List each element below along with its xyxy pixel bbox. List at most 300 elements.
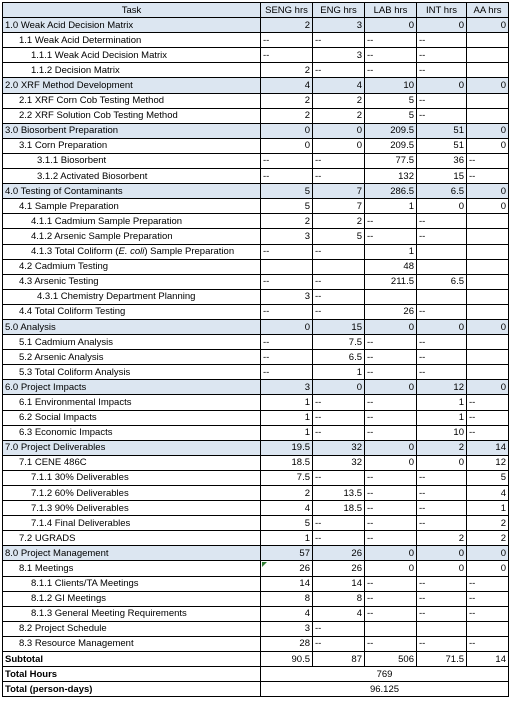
- int-hours-cell: 0: [417, 199, 467, 214]
- table-row: [3, 123, 509, 138]
- aa-hours-cell: [467, 33, 509, 48]
- table-row: [3, 214, 509, 229]
- aa-hours-cell: 2: [467, 531, 509, 546]
- lab-hours-cell: 0: [365, 380, 417, 395]
- aa-hours-cell: 1: [467, 501, 509, 516]
- task-cell: 3.0 Biosorbent Preparation: [3, 123, 261, 138]
- int-hours-cell: 0: [417, 78, 467, 93]
- task-cell: 4.1 Sample Preparation: [3, 199, 261, 214]
- eng-hours-cell: 6.5: [313, 350, 365, 365]
- aa-hours-cell: 5: [467, 470, 509, 485]
- seng-hours-cell: 1: [261, 425, 313, 440]
- table-row: [3, 365, 509, 380]
- aa-hours-cell: --: [467, 395, 509, 410]
- lab-hours-cell: --: [365, 365, 417, 380]
- summary-rows: [3, 652, 509, 697]
- aa-hours-cell: 0: [467, 546, 509, 561]
- task-cell: 4.3 Arsenic Testing: [3, 274, 261, 289]
- int-hours-cell: [417, 259, 467, 274]
- task-rows: [3, 18, 509, 652]
- table-row: [3, 546, 509, 561]
- total-hours-row: [3, 667, 509, 682]
- table-row: [3, 169, 509, 184]
- table-row: [3, 425, 509, 440]
- lab-hours-cell: --: [365, 501, 417, 516]
- eng-hours-cell: 2: [313, 214, 365, 229]
- table-row: [3, 410, 509, 425]
- lab-hours-cell: --: [365, 410, 417, 425]
- task-cell: 8.2 Project Schedule: [3, 621, 261, 636]
- header-int: INT hrs: [417, 3, 467, 18]
- eng-hours-cell: --: [313, 304, 365, 319]
- task-cell: 7.2 UGRADS: [3, 531, 261, 546]
- lab-hours-cell: 0: [365, 18, 417, 33]
- table-row: [3, 274, 509, 289]
- seng-hours-cell: --: [261, 33, 313, 48]
- lab-hours-cell: --: [365, 576, 417, 591]
- lab-hours-cell: --: [365, 48, 417, 63]
- eng-hours-cell: 7: [313, 199, 365, 214]
- total-days-label: Total (person-days): [3, 682, 261, 697]
- task-cell: 2.1 XRF Corn Cob Testing Method: [3, 93, 261, 108]
- seng-hours-cell: 2: [261, 63, 313, 78]
- seng-hours-cell: 0: [261, 123, 313, 138]
- seng-hours-cell: 18.5: [261, 455, 313, 470]
- eng-hours-cell: --: [313, 289, 365, 304]
- lab-hours-cell: 0: [365, 455, 417, 470]
- subtotal-eng: 87: [313, 652, 365, 667]
- int-hours-cell: --: [417, 350, 467, 365]
- seng-hours-cell: 1: [261, 410, 313, 425]
- eng-hours-cell: 2: [313, 93, 365, 108]
- table-row: [3, 229, 509, 244]
- eng-hours-cell: 0: [313, 123, 365, 138]
- aa-hours-cell: --: [467, 606, 509, 621]
- task-cell: 4.3.1 Chemistry Department Planning: [3, 289, 261, 304]
- int-hours-cell: --: [417, 304, 467, 319]
- eng-hours-cell: 1: [313, 365, 365, 380]
- table-row: [3, 501, 509, 516]
- lab-hours-cell: --: [365, 591, 417, 606]
- int-hours-cell: --: [417, 214, 467, 229]
- table-row: [3, 380, 509, 395]
- seng-hours-cell: --: [261, 365, 313, 380]
- task-cell: 7.1.4 Final Deliverables: [3, 516, 261, 531]
- table-row: [3, 33, 509, 48]
- seng-hours-cell: [261, 259, 313, 274]
- int-hours-cell: 6.5: [417, 274, 467, 289]
- int-hours-cell: --: [417, 33, 467, 48]
- lab-hours-cell: 10: [365, 78, 417, 93]
- int-hours-cell: 0: [417, 319, 467, 334]
- task-cell: 8.1.2 GI Meetings: [3, 591, 261, 606]
- eng-hours-cell: 7.5: [313, 335, 365, 350]
- seng-hours-cell: --: [261, 335, 313, 350]
- seng-hours-cell: 4: [261, 78, 313, 93]
- total-days-row: [3, 682, 509, 697]
- lab-hours-cell: 5: [365, 93, 417, 108]
- task-cell: 7.1 CENE 486C: [3, 455, 261, 470]
- task-cell: 7.0 Project Deliverables: [3, 440, 261, 455]
- aa-hours-cell: [467, 335, 509, 350]
- task-cell: 6.2 Social Impacts: [3, 410, 261, 425]
- table-row: [3, 591, 509, 606]
- int-hours-cell: --: [417, 335, 467, 350]
- eng-hours-cell: 26: [313, 561, 365, 576]
- eng-hours-cell: --: [313, 425, 365, 440]
- eng-hours-cell: 8: [313, 591, 365, 606]
- lab-hours-cell: 5: [365, 108, 417, 123]
- seng-hours-cell: 2: [261, 108, 313, 123]
- task-cell: 4.0 Testing of Contaminants: [3, 184, 261, 199]
- aa-hours-cell: 0: [467, 199, 509, 214]
- table-row: [3, 561, 509, 576]
- eng-hours-cell: 18.5: [313, 501, 365, 516]
- seng-hours-cell: 3: [261, 289, 313, 304]
- int-hours-cell: 1: [417, 395, 467, 410]
- eng-hours-cell: 3: [313, 48, 365, 63]
- task-cell: 4.4 Total Coliform Testing: [3, 304, 261, 319]
- aa-hours-cell: [467, 289, 509, 304]
- lab-hours-cell: 0: [365, 546, 417, 561]
- int-hours-cell: 0: [417, 561, 467, 576]
- seng-hours-cell: 8: [261, 591, 313, 606]
- seng-hours-cell: 28: [261, 636, 313, 651]
- aa-hours-cell: [467, 93, 509, 108]
- subtotal-row: [3, 652, 509, 667]
- aa-hours-cell: [467, 259, 509, 274]
- lab-hours-cell: 77.5: [365, 153, 417, 168]
- lab-hours-cell: --: [365, 33, 417, 48]
- task-cell: 4.2 Cadmium Testing: [3, 259, 261, 274]
- eng-hours-cell: --: [313, 516, 365, 531]
- aa-hours-cell: [467, 365, 509, 380]
- table-row: [3, 199, 509, 214]
- seng-hours-cell: 19.5: [261, 440, 313, 455]
- eng-hours-cell: --: [313, 169, 365, 184]
- int-hours-cell: 0: [417, 18, 467, 33]
- header-aa: AA hrs: [467, 3, 509, 18]
- table-row: [3, 486, 509, 501]
- aa-hours-cell: 0: [467, 123, 509, 138]
- total-hours-label: Total Hours: [3, 667, 261, 682]
- seng-hours-cell: 3: [261, 229, 313, 244]
- aa-hours-cell: --: [467, 636, 509, 651]
- aa-hours-cell: [467, 108, 509, 123]
- aa-hours-cell: [467, 244, 509, 259]
- table-row: [3, 93, 509, 108]
- eng-hours-cell: --: [313, 63, 365, 78]
- task-cell: 6.0 Project Impacts: [3, 380, 261, 395]
- int-hours-cell: 36: [417, 153, 467, 168]
- aa-hours-cell: 12: [467, 455, 509, 470]
- seng-hours-cell: 3: [261, 380, 313, 395]
- aa-hours-cell: 0: [467, 184, 509, 199]
- task-cell: 7.1.1 30% Deliverables: [3, 470, 261, 485]
- table-row: [3, 636, 509, 651]
- table-row: [3, 78, 509, 93]
- aa-hours-cell: [467, 48, 509, 63]
- lab-hours-cell: 286.5: [365, 184, 417, 199]
- seng-hours-cell: 2: [261, 93, 313, 108]
- subtotal-lab: 506: [365, 652, 417, 667]
- lab-hours-cell: 26: [365, 304, 417, 319]
- table-row: [3, 18, 509, 33]
- int-hours-cell: --: [417, 63, 467, 78]
- table-row: [3, 244, 509, 259]
- task-cell: 3.1.2 Activated Biosorbent: [3, 169, 261, 184]
- task-cell: 5.1 Cadmium Analysis: [3, 335, 261, 350]
- int-hours-cell: 12: [417, 380, 467, 395]
- seng-hours-cell: 57: [261, 546, 313, 561]
- aa-hours-cell: 0: [467, 78, 509, 93]
- task-cell: 4.1.1 Cadmium Sample Preparation: [3, 214, 261, 229]
- table-row: [3, 516, 509, 531]
- int-hours-cell: --: [417, 48, 467, 63]
- lab-hours-cell: 0: [365, 319, 417, 334]
- int-hours-cell: 10: [417, 425, 467, 440]
- eng-hours-cell: 13.5: [313, 486, 365, 501]
- table-row: [3, 259, 509, 274]
- lab-hours-cell: 132: [365, 169, 417, 184]
- int-hours-cell: --: [417, 516, 467, 531]
- header-eng: ENG hrs: [313, 3, 365, 18]
- seng-hours-cell: 5: [261, 184, 313, 199]
- int-hours-cell: 15: [417, 169, 467, 184]
- lab-hours-cell: --: [365, 229, 417, 244]
- aa-hours-cell: 0: [467, 18, 509, 33]
- task-cell: 8.3 Resource Management: [3, 636, 261, 651]
- seng-hours-cell: 2: [261, 486, 313, 501]
- eng-hours-cell: --: [313, 395, 365, 410]
- task-cell: 1.1 Weak Acid Determination: [3, 33, 261, 48]
- lab-hours-cell: 48: [365, 259, 417, 274]
- task-text-part: 4.1.3 Total Coliform (: [31, 246, 119, 258]
- eng-hours-cell: 5: [313, 229, 365, 244]
- int-hours-cell: 2: [417, 531, 467, 546]
- seng-hours-cell: 4: [261, 501, 313, 516]
- eng-hours-cell: 2: [313, 108, 365, 123]
- seng-hours-cell: --: [261, 274, 313, 289]
- int-hours-cell: --: [417, 229, 467, 244]
- table-row: [3, 108, 509, 123]
- task-cell: 8.1.3 General Meeting Requirements: [3, 606, 261, 621]
- aa-hours-cell: 4: [467, 486, 509, 501]
- eng-hours-cell: --: [313, 274, 365, 289]
- table-row: [3, 455, 509, 470]
- table-row: [3, 63, 509, 78]
- lab-hours-cell: [365, 621, 417, 636]
- eng-hours-cell: 4: [313, 78, 365, 93]
- seng-hours-cell: 0: [261, 138, 313, 153]
- seng-hours-cell: 2: [261, 18, 313, 33]
- lab-hours-cell: --: [365, 63, 417, 78]
- int-hours-cell: --: [417, 591, 467, 606]
- subtotal-label: Subtotal: [3, 652, 261, 667]
- int-hours-cell: 51: [417, 123, 467, 138]
- task-cell: 8.1.1 Clients/TA Meetings: [3, 576, 261, 591]
- lab-hours-cell: --: [365, 335, 417, 350]
- aa-hours-cell: 14: [467, 440, 509, 455]
- int-hours-cell: --: [417, 636, 467, 651]
- int-hours-cell: 1: [417, 410, 467, 425]
- lab-hours-cell: --: [365, 214, 417, 229]
- aa-hours-cell: --: [467, 169, 509, 184]
- seng-hours-cell: 3: [261, 621, 313, 636]
- task-text-part: ) Sample Preparation: [144, 246, 235, 258]
- lab-hours-cell: --: [365, 531, 417, 546]
- lab-hours-cell: --: [365, 516, 417, 531]
- lab-hours-cell: 0: [365, 561, 417, 576]
- eng-hours-cell: --: [313, 410, 365, 425]
- aa-hours-cell: [467, 63, 509, 78]
- lab-hours-cell: 209.5: [365, 123, 417, 138]
- aa-hours-cell: 0: [467, 319, 509, 334]
- seng-hours-cell: --: [261, 153, 313, 168]
- eng-hours-cell: 3: [313, 18, 365, 33]
- seng-hours-cell: 1: [261, 531, 313, 546]
- seng-hours-cell: --: [261, 169, 313, 184]
- task-cell: 3.1 Corn Preparation: [3, 138, 261, 153]
- int-hours-cell: --: [417, 365, 467, 380]
- lab-hours-cell: [365, 289, 417, 304]
- seng-hours-cell: --: [261, 244, 313, 259]
- aa-hours-cell: --: [467, 410, 509, 425]
- int-hours-cell: 0: [417, 546, 467, 561]
- table-row: [3, 304, 509, 319]
- eng-hours-cell: 14: [313, 576, 365, 591]
- seng-hours-cell: 26: [261, 561, 313, 576]
- table-row: [3, 350, 509, 365]
- table-row: [3, 576, 509, 591]
- task-cell: 1.1.2 Decision Matrix: [3, 63, 261, 78]
- seng-hours-cell: 0: [261, 319, 313, 334]
- aa-hours-cell: [467, 350, 509, 365]
- eng-hours-cell: 15: [313, 319, 365, 334]
- eng-hours-cell: --: [313, 153, 365, 168]
- task-cell: 5.0 Analysis: [3, 319, 261, 334]
- table-row: [3, 621, 509, 636]
- int-hours-cell: --: [417, 576, 467, 591]
- task-cell: 5.2 Arsenic Analysis: [3, 350, 261, 365]
- seng-hours-cell: 1: [261, 395, 313, 410]
- seng-hours-cell: --: [261, 48, 313, 63]
- int-hours-cell: [417, 244, 467, 259]
- table-row: [3, 531, 509, 546]
- seng-hours-cell: --: [261, 350, 313, 365]
- lab-hours-cell: 0: [365, 440, 417, 455]
- int-hours-cell: [417, 289, 467, 304]
- subtotal-aa: 14: [467, 652, 509, 667]
- int-hours-cell: 0: [417, 455, 467, 470]
- table-row: [3, 606, 509, 621]
- task-cell: 7.1.2 60% Deliverables: [3, 486, 261, 501]
- task-cell: 4.1.2 Arsenic Sample Preparation: [3, 229, 261, 244]
- lab-hours-cell: --: [365, 636, 417, 651]
- eng-hours-cell: --: [313, 470, 365, 485]
- table-row: [3, 335, 509, 350]
- aa-hours-cell: --: [467, 153, 509, 168]
- seng-hours-cell: 4: [261, 606, 313, 621]
- table-row: [3, 289, 509, 304]
- int-hours-cell: --: [417, 486, 467, 501]
- header-lab: LAB hrs: [365, 3, 417, 18]
- int-hours-cell: --: [417, 93, 467, 108]
- int-hours-cell: --: [417, 501, 467, 516]
- header-seng: SENG hrs: [261, 3, 313, 18]
- aa-hours-cell: [467, 304, 509, 319]
- lab-hours-cell: --: [365, 470, 417, 485]
- hours-table: [2, 2, 509, 697]
- lab-hours-cell: 1: [365, 244, 417, 259]
- eng-hours-cell: --: [313, 33, 365, 48]
- int-hours-cell: [417, 621, 467, 636]
- task-cell: 6.3 Economic Impacts: [3, 425, 261, 440]
- seng-hours-cell: 7.5: [261, 470, 313, 485]
- int-hours-cell: --: [417, 470, 467, 485]
- eng-hours-cell: 26: [313, 546, 365, 561]
- lab-hours-cell: --: [365, 425, 417, 440]
- task-text-italic: E. coli: [118, 246, 145, 258]
- eng-hours-cell: --: [313, 621, 365, 636]
- seng-hours-cell: --: [261, 304, 313, 319]
- eng-hours-cell: 32: [313, 455, 365, 470]
- task-cell: 7.1.3 90% Deliverables: [3, 501, 261, 516]
- task-cell: [3, 244, 261, 259]
- int-hours-cell: --: [417, 108, 467, 123]
- aa-hours-cell: 0: [467, 561, 509, 576]
- seng-hours-cell: 2: [261, 214, 313, 229]
- subtotal-seng: 90.5: [261, 652, 313, 667]
- int-hours-cell: 51: [417, 138, 467, 153]
- total-hours-value: 769: [261, 667, 509, 682]
- lab-hours-cell: --: [365, 606, 417, 621]
- table-row: [3, 319, 509, 334]
- aa-hours-cell: 2: [467, 516, 509, 531]
- eng-hours-cell: --: [313, 531, 365, 546]
- total-days-value: 96.125: [261, 682, 509, 697]
- seng-hours-cell: 14: [261, 576, 313, 591]
- task-cell: 8.0 Project Management: [3, 546, 261, 561]
- task-cell: 1.0 Weak Acid Decision Matrix: [3, 18, 261, 33]
- lab-hours-cell: --: [365, 486, 417, 501]
- aa-hours-cell: [467, 274, 509, 289]
- aa-hours-cell: --: [467, 576, 509, 591]
- table-row: [3, 153, 509, 168]
- eng-hours-cell: --: [313, 244, 365, 259]
- eng-hours-cell: 7: [313, 184, 365, 199]
- header-row: [3, 3, 509, 18]
- hours-table-sheet: [2, 2, 508, 697]
- aa-hours-cell: [467, 229, 509, 244]
- table-row: [3, 395, 509, 410]
- int-hours-cell: 2: [417, 440, 467, 455]
- eng-hours-cell: 0: [313, 138, 365, 153]
- aa-hours-cell: 0: [467, 380, 509, 395]
- table-row: [3, 138, 509, 153]
- task-cell: 5.3 Total Coliform Analysis: [3, 365, 261, 380]
- int-hours-cell: --: [417, 606, 467, 621]
- lab-hours-cell: 211.5: [365, 274, 417, 289]
- aa-hours-cell: --: [467, 591, 509, 606]
- table-row: [3, 184, 509, 199]
- table-row: [3, 440, 509, 455]
- aa-hours-cell: [467, 214, 509, 229]
- eng-hours-cell: [313, 259, 365, 274]
- eng-hours-cell: 32: [313, 440, 365, 455]
- lab-hours-cell: --: [365, 395, 417, 410]
- header-task: Task: [3, 3, 261, 18]
